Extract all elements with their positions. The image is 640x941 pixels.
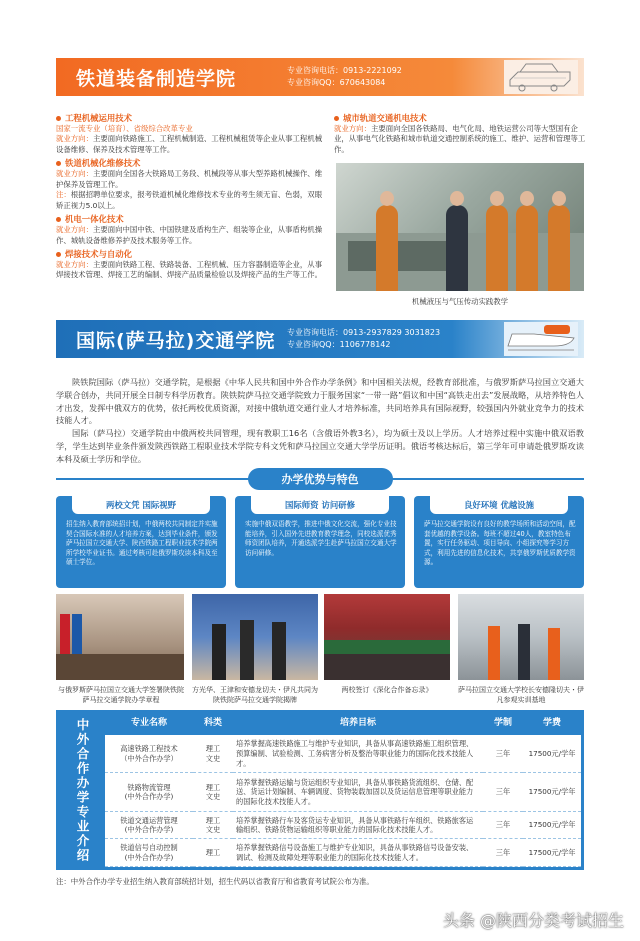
major-note: 注：根据招聘单位要求，报考铁道机械化维修技术专业的考生须无盲、色弱，双眼矫正视力5.0以上。 [56,190,323,210]
category-cell: 理工 文史 [193,811,233,839]
years-cell: 三年 [483,735,523,773]
bullet-icon [56,161,61,166]
major-name-cell: 铁道交通运营管理 (中外合作办学) [105,811,193,839]
student-figure [376,205,398,291]
plaque-unveiling-photo [192,594,318,680]
goal-cell: 培养掌握铁路行车及客货运专业知识，具备从事铁路行车组织、铁路旅客运输组织、铁路货物运输组织等职业能力的国际化技术技能人才。 [233,811,483,839]
photo-caption: 机械液压与气压传动实践教学 [411,297,509,306]
table-row [105,773,581,811]
section1-qq: 专业咨询QQ：670643084 [287,78,386,87]
major-heading: 机电一体化技术 [56,214,324,225]
signing-ceremony-photo [56,594,184,680]
advantages-title: 办学优势与特色 [248,468,393,490]
advantage-card-title: 良好环境 优越设施 [430,496,568,514]
major-direction: 就业方向：主要面向全国各大铁路局工务段、机械段等从事大型养路机械操作、维护保养及管理工作。 [56,168,323,189]
major-direction: 就业方向：主要面向铁路施工、工程机械制造、工程机械租赁等企业从事工程机械设备维修、保养及技术管理等工作。 [56,134,323,154]
advantage-card [56,496,226,588]
cooperative-majors-table [56,710,584,870]
machinery-drawing-icon [504,60,578,94]
footnote: 注：中外合作办学专业招生纳入教育部统招计划，招生代码以省教育厅和省教育考试院公布为准。 [56,877,374,886]
advantage-card-title: 两校文凭 国际视野 [72,496,210,514]
teacher-figure [446,205,468,291]
advantage-card-text: 萨马拉交通学院设有良好的教学场所和活动空间，配套优越的教学设备。每班不超过40人，教室特色布置，实行任务驱动、项目导向、小组探究等学习方式，利用先进的信息化技术，共享俄罗斯优质教学资源。 [424,520,576,567]
bullet-icon [56,252,61,257]
intro-paragraph: 陕铁院国际（萨马拉）交通学院，是根据《中华人民共和国中外合作办学条例》和中国相关法规，经教育部批准，与俄罗斯萨马拉国立交通大学联合创办，共同开展全日制专科学历教育。陕铁院萨马拉交通学院致力于服务国家“一带一路”倡议和中国“高铁走出去”发展战略，从培养特色人才出发，发挥中俄双方的优势，依托两校优质资源，对接中俄轨道交通行业人才培养标准，共同培养具有国际视野，较强国内外就业竞争力的技术技能人才。 [56,377,584,426]
student-figure [486,205,508,291]
goal-cell: 培养掌握铁路信号设备施工与维护专业知识，具备从事铁路信号设备安装、调试、检测及故障处理等职业能力的国际化技术技能人才。 [233,839,483,867]
major-name-cell: 高速铁路工程技术 （中外合作办学） [105,735,193,773]
section1-contact [287,65,402,89]
college-introduction [56,376,584,466]
section1-title: 铁道装备制造学院 [76,67,237,90]
table-row [105,811,581,839]
practice-teaching-photo [336,163,584,291]
advantage-card-title: 国际师资 访问研修 [251,496,389,514]
majors-table [105,713,581,867]
major-heading: 工程机械运用技术 [56,113,324,124]
fee-cell: 17500元/学年 [523,735,581,773]
major-direction: 就业方向：主要面向全国各铁路局、电气化局、地铁运营公司等大型国有企业，从事电气化铁路和城市轨道交通控制系统的施工、维护、运营和管理等工作。 [334,123,586,154]
table-header-row [105,713,581,735]
goal-cell: 培养掌握铁路运输与货运组织专业知识，具备从事铁路货流组织、仓储、配送、货运计划编制、车辆调度、货物装载加固以及货运信息管理等职业能力的国际化技术技能人才。 [233,773,483,811]
photo-caption: 方光华、王津和安德龙切夫・伊凡共同为陕铁院萨马拉交通学院揭牌 [192,686,318,704]
fee-cell: 17500元/学年 [523,811,581,839]
major-heading: 城市轨道交通机电技术 [334,113,586,124]
major-direction: 就业方向：主要面向铁路工程、铁路装备、工程机械、压力容器制造等企业，从事焊接技术管理、焊接工艺的编制、焊接产品质量检验以及焊接产品的生产等工作。 [56,259,323,280]
section1-right-column [334,110,586,155]
major-name-cell: 铁道信号自动控制 (中外合作办学) [105,839,193,867]
photo-caption: 与俄罗斯萨马拉国立交通大学签署陕铁院萨马拉交通学院办学章程 [58,686,184,704]
train-drawing-icon [504,322,578,356]
table-row [105,735,581,773]
advantage-card-text: 招生纳入教育部统招计划，中俄两校共同制定并实施契合国际水准的人才培养方案，达到毕业条件，颁发萨马拉国立交通大学、陕西铁路工程职业技术学院两所学校毕业证书。通过考核可赴俄罗斯攻读本科及至硕士学位。 [66,520,218,567]
photo-caption: 两校签订《深化合作备忘录》 [341,686,433,694]
bullet-icon [334,116,339,121]
goal-cell: 培养掌握高速铁路施工与维护专业知识，具备从事高速铁路施工组织管理、预算编制、试验检测、工务病害分析及整治等职业能力的国际化技术技能人才。 [233,735,483,773]
major-name-cell: 铁路物流管理 (中外合作办学) [105,773,193,811]
photo-caption: 萨马拉国立交通大学校长安德隆切夫・伊凡参观实训基地 [458,686,584,704]
section1-phone: 专业咨询电话：0913-2221092 [287,66,402,75]
cooperation-memo-photo [324,594,450,680]
section2-contact [287,327,440,351]
years-cell: 三年 [483,839,523,867]
major-honor: 国家一流专业（培育）、省级综合改革专业 [56,123,193,133]
intro-paragraph: 国际（萨马拉）交通学院由中俄两校共同管理，现有教职工16名（含俄语外教3名），均为硕士及以上学历。人才培养过程中实施中俄双语教学，学生达到毕业条件颁发陕西铁路工程职业技术学院专科文凭和萨马拉国立交通大学学历证明。俄语考核达标后，第三学年可申请赴俄罗斯攻读本科及硕士学历和学位。 [56,428,584,464]
fee-cell: 17500元/学年 [523,773,581,811]
table-row [105,839,581,867]
training-base-visit-photo [458,594,584,680]
section2-qq: 专业咨询QQ：1106778142 [287,340,391,349]
years-cell: 三年 [483,773,523,811]
major-heading: 焊接技术与自动化 [56,249,324,260]
advantages-header [56,468,584,490]
section2-title: 国际(萨马拉)交通学院 [76,329,276,352]
section1-banner [56,58,584,96]
column-header: 培养目标 [233,713,483,735]
major-direction: 就业方向：主要面向中国中铁、中国铁建及盾构生产、组装等企业，从事盾构机操作、城轨设备维修养护及技术服务等工作。 [56,224,323,245]
column-header: 专业名称 [105,713,193,735]
major-heading: 铁道机械化维修技术 [56,158,324,169]
column-header: 科类 [193,713,233,735]
table-side-title: 中外合作办学专业介绍 [59,713,105,867]
section2-banner [56,320,584,358]
category-cell: 理工 [193,839,233,867]
advantage-card [414,496,584,588]
bullet-icon [56,217,61,222]
bullet-icon [56,116,61,121]
category-cell: 理工 文史 [193,735,233,773]
section2-phone: 专业咨询电话：0913-2937829 3031823 [287,328,441,337]
fee-cell: 17500元/学年 [523,839,581,867]
column-header: 学费 [523,713,581,735]
advantage-card-text: 实施中俄双语教学，推进中俄文化交流，强化专业技能培养，引入国外先进教育教学理念，同校选派优秀师资团队培养，开通选派学生赴萨马拉国立交通大学访问研修。 [245,520,397,557]
advantage-card [235,496,405,588]
column-header: 学制 [483,713,523,735]
years-cell: 三年 [483,811,523,839]
student-figure [548,205,570,291]
student-figure [516,205,538,291]
source-watermark: 头条 @陕西分类考试招生 [442,911,624,930]
section1-left-column [56,110,324,281]
category-cell: 理工 文史 [193,773,233,811]
